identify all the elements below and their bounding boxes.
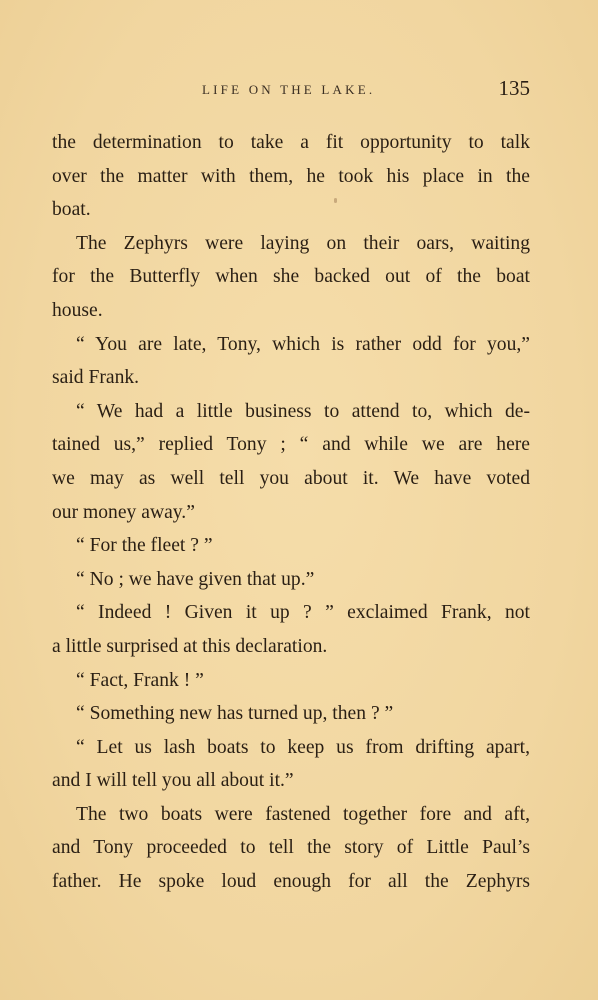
text-line: said Frank.	[52, 367, 140, 389]
text-line: boat.	[52, 199, 91, 221]
text-line: father. He spoke loud enough for all the Zephyrs	[52, 871, 530, 893]
text-line: tained us,” replied Tony ; “ and while we are here	[52, 434, 530, 456]
text-line: a little surprised at this declaration.	[52, 635, 328, 657]
text-line: The two boats were fastened together fore and aft,	[76, 803, 530, 825]
text-line: the determination to take a fit opportunity to talk	[52, 132, 530, 153]
text-line: “ Let us lash boats to keep us from drifting apart,	[76, 736, 530, 758]
text-line: “ Fact, Frank ! ”	[76, 669, 204, 691]
text-line: over the matter with them, he took his place in the	[52, 165, 530, 187]
text-line: house.	[52, 299, 103, 321]
text-line: and Tony proceeded to tell the story of Little Paul’s	[52, 837, 530, 859]
text-line: “ Something new has turned up, then ? ”	[76, 703, 394, 725]
running-head	[52, 76, 530, 104]
text-line: “ For the fleet ? ”	[76, 535, 213, 557]
body-text	[52, 126, 530, 899]
page-number: 135	[498, 76, 530, 100]
text-line: “ No ; we have given that up.”	[76, 568, 315, 590]
text-line: “ Indeed ! Given it up ? ” exclaimed Frank, not	[76, 602, 530, 624]
text-line: our money away.”	[52, 501, 195, 523]
text-line: The Zephyrs were laying on their oars, waiting	[76, 232, 530, 254]
text-line: and I will tell you all about it.”	[52, 770, 294, 792]
text-line: we may as well tell you about it. We have voted	[52, 467, 530, 489]
text-line: for the Butterfly when she backed out of the boat	[52, 266, 530, 288]
text-line: “ You are late, Tony, which is rather odd for you,”	[76, 333, 530, 355]
text-line: “ We had a little business to attend to, which de-	[76, 400, 530, 422]
running-title: LIFE ON THE LAKE.	[202, 82, 376, 97]
